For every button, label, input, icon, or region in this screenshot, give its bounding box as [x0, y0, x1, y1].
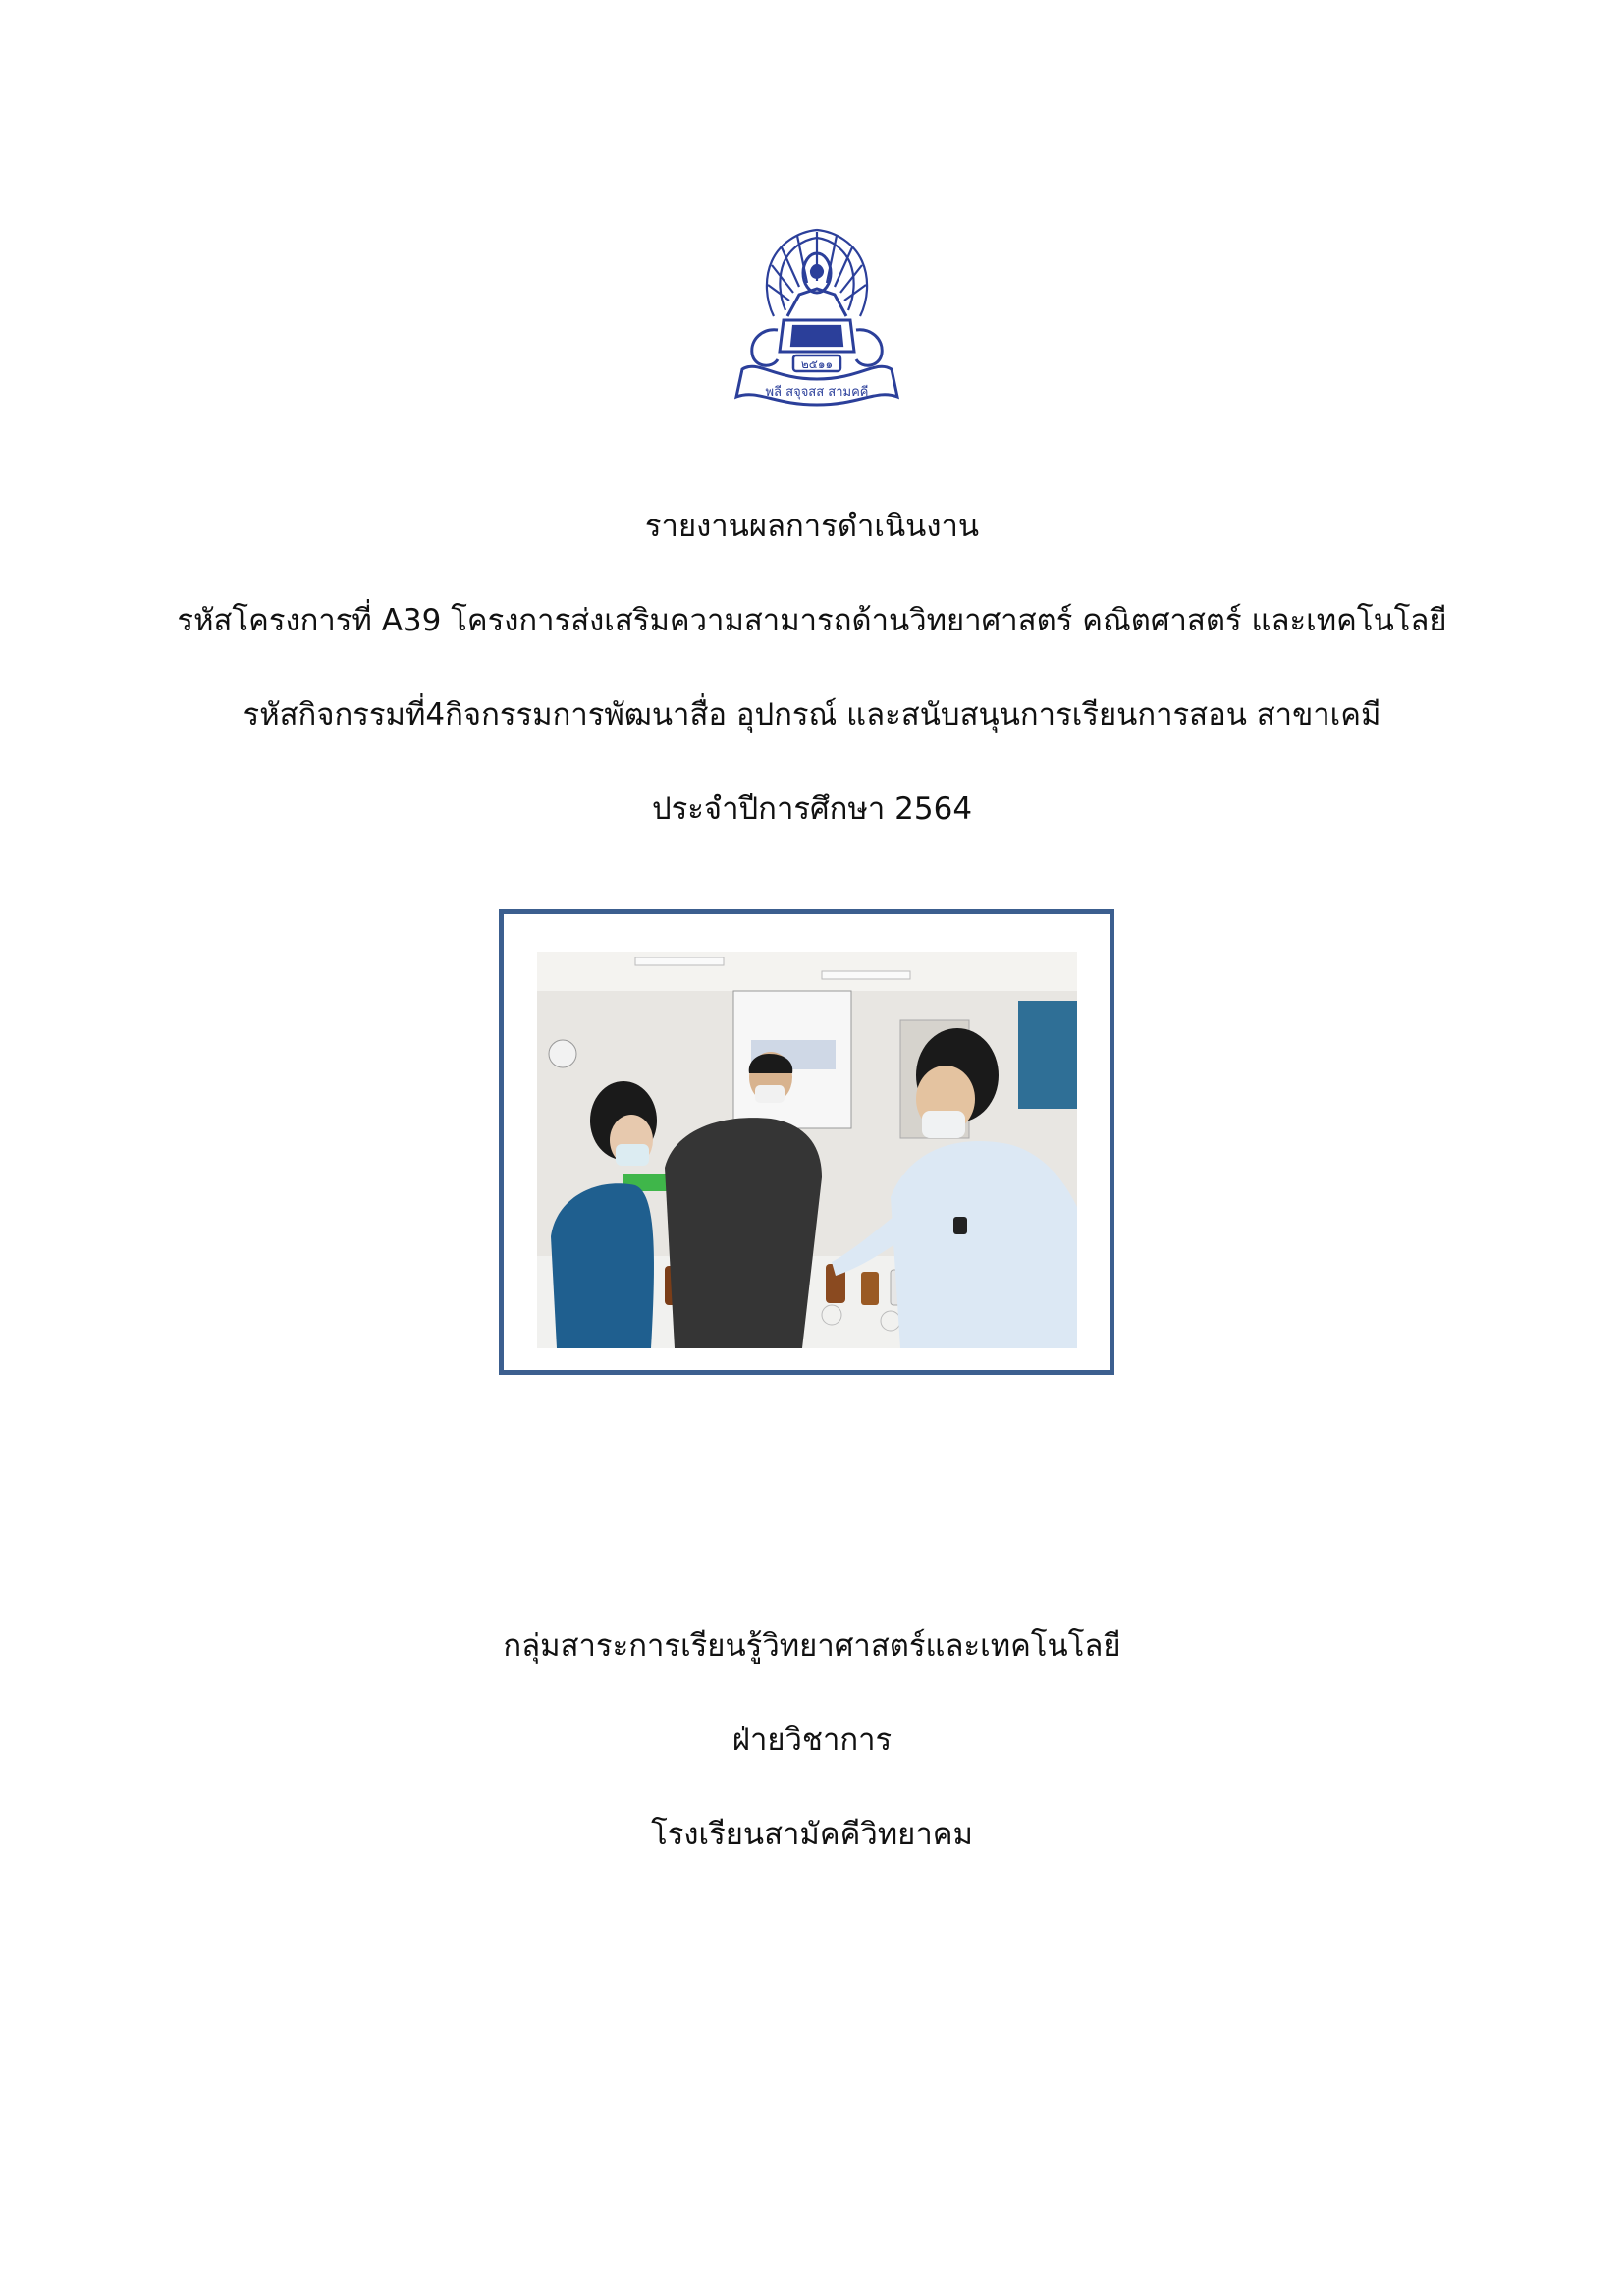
project-code-line: รหัสโครงการที่ A39 โครงการส่งเสริมความสามารถด้านวิทยาศาสตร์ คณิตศาสตร์ และเทคโนโลยี	[177, 603, 1447, 638]
division-name: ฝ่ายวิชาการ	[731, 1722, 893, 1758]
academic-year-line: ประจำปีการศึกษา 2564	[651, 792, 973, 827]
report-title: รายงานผลการดำเนินงาน	[644, 509, 980, 544]
activity-code-line: รหัสกิจกรรมที่4กิจกรรมการพัฒนาสื่อ อุปกรณ์ และสนับสนุนการเรียนการสอน สาขาเคมี	[243, 697, 1381, 733]
photo-frame	[499, 909, 1114, 1375]
school-emblem-icon	[729, 222, 905, 418]
school-name: โรงเรียนสามัคคีวิทยาคม	[651, 1817, 973, 1852]
emblem-year: ๒๕๑๑	[800, 357, 834, 371]
department-name: กลุ่มสาระการเรียนรู้วิทยาศาสตร์และเทคโนโลยี	[503, 1628, 1121, 1664]
emblem-motto: พลี สจุจสส สามคคี	[765, 385, 869, 400]
chemistry-lab-activity-photo	[537, 952, 1077, 1348]
